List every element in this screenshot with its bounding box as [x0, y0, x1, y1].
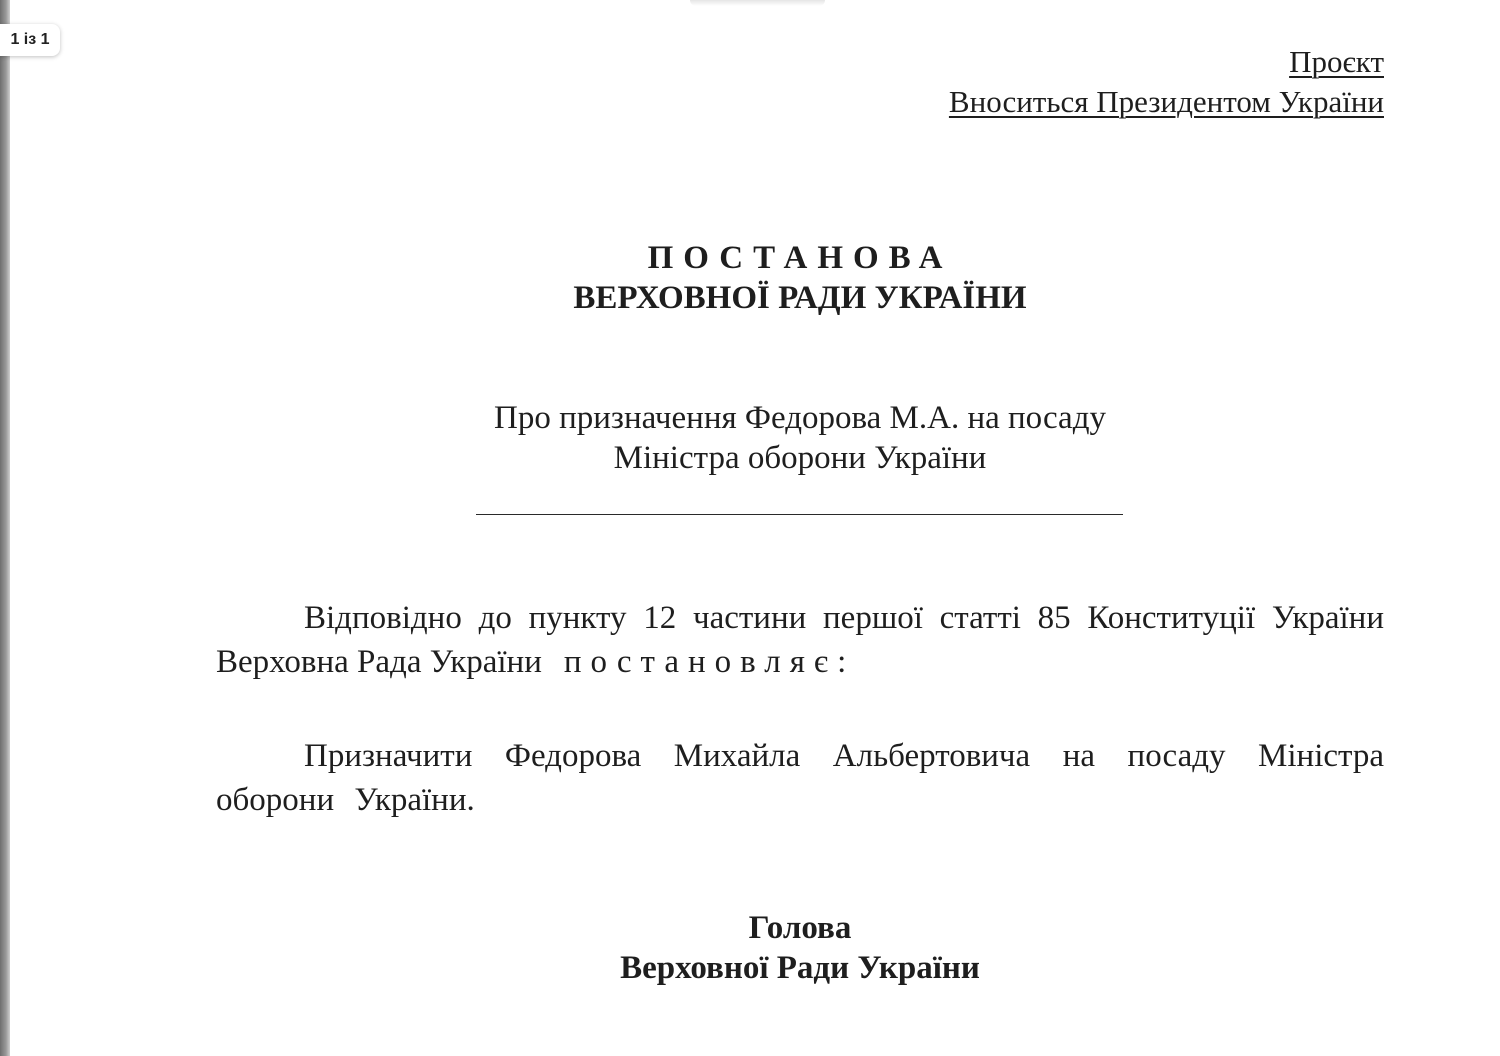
signature-line-2: Верховної Ради України: [620, 950, 980, 986]
draft-mark: [949, 42, 1384, 122]
title-divider: [476, 514, 1123, 515]
submitted-by: Вноситься Президентом України: [948, 84, 1384, 119]
document-type-heading: ПОСТАНОВА: [647, 240, 953, 276]
body-text: Призначити Федорова Михайла Альбертовича на посаду Міністра оборони України.: [216, 738, 1384, 818]
resolves-word: постановляє:: [563, 644, 856, 680]
draft-label: Проєкт: [1289, 44, 1384, 79]
subject-line-1: Про призначення Федорова М.А. на посаду: [494, 400, 1106, 436]
resolution-body: [216, 734, 1384, 822]
signature-block: [0, 908, 1500, 988]
issuer-heading: ВЕРХОВНОЇ РАДИ УКРАЇНИ: [573, 280, 1027, 316]
signature-line-1: Голова: [748, 910, 852, 946]
page-counter: 1 із 1: [0, 24, 60, 56]
subject-title: [0, 398, 1500, 478]
preamble-text: Відповідно до пункту 12 частини першої статті 85 Конституції України Верховна Рада України: [216, 600, 1384, 680]
resolution-preamble: [216, 596, 1384, 684]
subject-line-2: Міністра оборони України: [613, 440, 987, 476]
